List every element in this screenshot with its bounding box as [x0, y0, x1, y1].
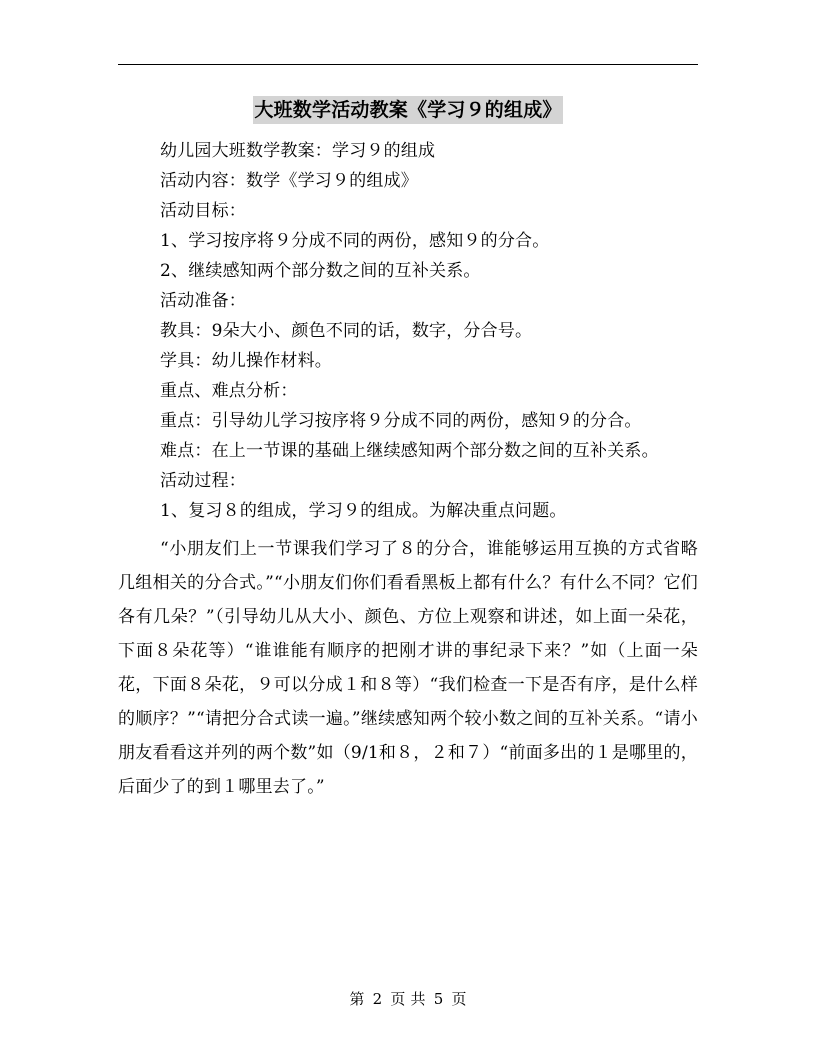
footer-prefix: 第 [349, 990, 365, 1008]
section-heading-process: 活动过程： [160, 471, 246, 491]
difficulty-line: 难点：在上一节课的基础上继续感知两个部分数之间的互补关系。 [160, 441, 659, 461]
page-footer [0, 988, 816, 1009]
footer-total-pages: 5 [433, 990, 444, 1008]
process-step-1: 1、复习８的组成，学习９的组成。为解决重点问题。 [160, 501, 567, 521]
teaching-aids-line: 教具：9朵大小、颜色不同的话，数字，分合号。 [160, 321, 533, 341]
footer-middle: 页 共 [390, 990, 426, 1008]
key-point-line: 重点：引导幼儿学习按序将９分成不同的两份，感知９的分合。 [160, 411, 642, 431]
section-heading-goals: 活动目标： [160, 201, 246, 221]
section-heading-preparation: 活动准备： [160, 291, 246, 311]
process-paragraph: “小朋友们上一节课我们学习了８的分合，谁能够运用互换的方式省略几组相关的分合式。”“小朋友们你们看看黑板上都有什么？有什么不同？它们各有几朵？”（引导幼儿从大小、颜色、方位上观察和讲述，如上面一朵花，下面８朵花等）“谁谁能有顺序的把刚才讲的事纪录下来？”如（上面一朵花，下面８朵花，９可以分成１和８等）“我们检查一下是否有序，是什么样的顺序？”“请把分合式读一遍。”继续感知两个较小数之间的互补关系。“请小朋友看看这并列的两个数”如（9/1和８，２和７）“前面多出的１是哪里的，后面少了的到１哪里去了。” [118, 539, 698, 797]
footer-page-number: 2 [372, 990, 383, 1008]
goal-item-2: 2、继续感知两个部分数之间的互补关系。 [160, 261, 481, 281]
document-body [118, 136, 698, 804]
document-title: 大班数学活动教案《学习９的组成》 [253, 96, 562, 124]
content-line: 活动内容：数学《学习９的组成》 [160, 171, 418, 191]
learning-aids-line: 学具：幼儿操作材料。 [160, 351, 332, 371]
header-rule [118, 64, 698, 65]
goal-item-1: 1、学习按序将９分成不同的两份，感知９的分合。 [160, 231, 550, 251]
title-wrap [0, 96, 816, 124]
footer-suffix: 页 [451, 990, 467, 1008]
subtitle-line: 幼儿园大班数学教案：学习９的组成 [160, 141, 436, 161]
section-heading-key-points: 重点、难点分析： [160, 381, 298, 401]
